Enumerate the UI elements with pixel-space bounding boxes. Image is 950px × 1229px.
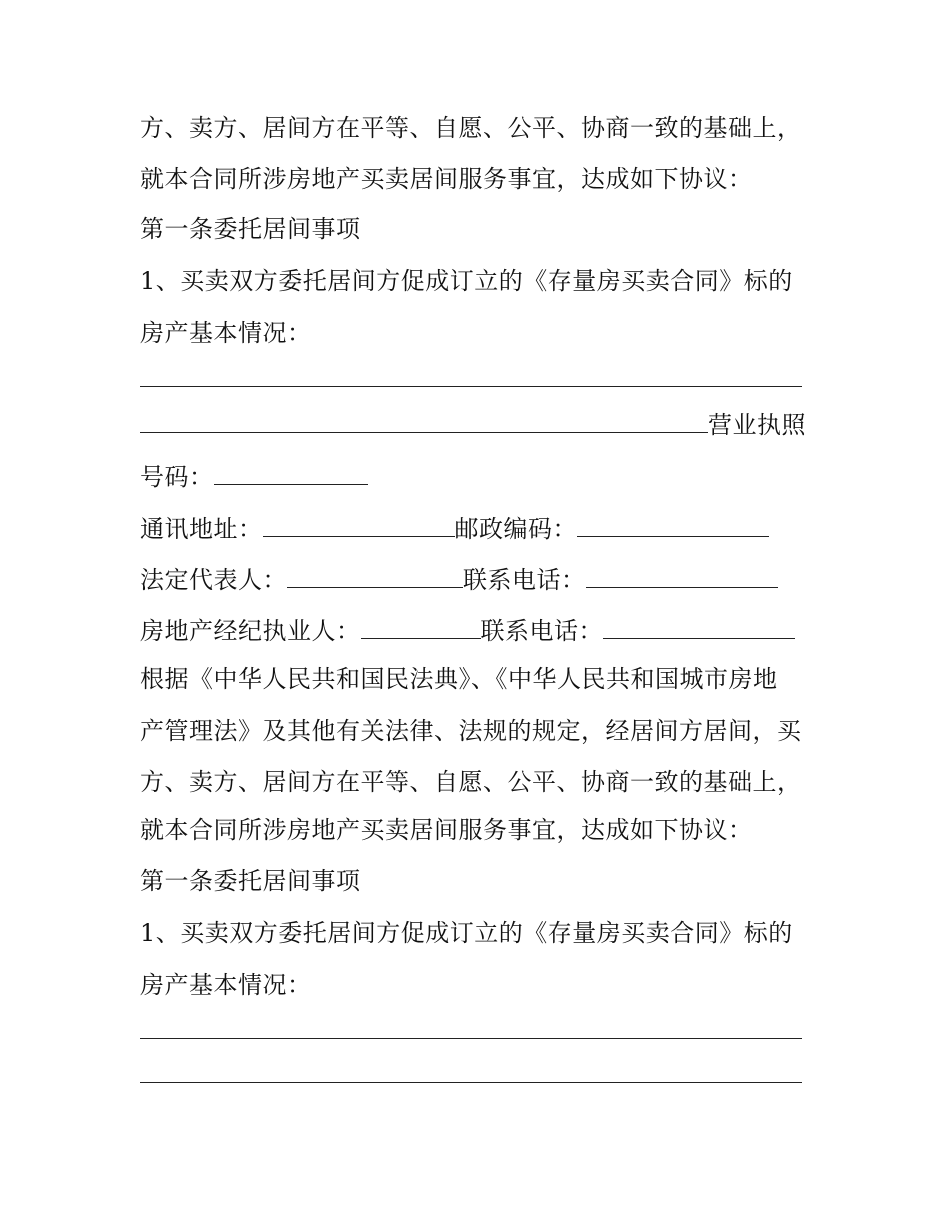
phone-label-2: 联系电话： [480,617,603,645]
paragraph-line: 1、买卖双方委托居间方促成订立的《存量房买卖合同》标的 [140,267,793,295]
paragraph-line: 房产基本情况： [140,319,312,347]
phone-blank [586,565,778,588]
legal-rep-blank [287,565,463,588]
address-blank [263,514,455,537]
postcode-blank [577,514,769,537]
paragraph-line: 就本合同所涉房地产买卖居间服务事宜，达成如下协议： [140,165,753,193]
phone-blank-2 [603,616,795,639]
phone-label: 联系电话： [463,566,586,594]
article-heading: 第一条委托居间事项 [140,867,361,895]
legal-rep-label: 法定代表人： [140,566,287,594]
agent-line [140,616,795,646]
number-label: 号码： [140,463,214,491]
business-license-line [140,410,806,440]
paragraph-line: 房产基本情况： [140,971,312,999]
blank-rule [140,1082,802,1083]
license-number-line [140,462,368,492]
paragraph-line: 根据《中华人民共和国民法典》、《中华人民共和国城市房地 [140,665,778,693]
business-license-label: 营业执照 [708,411,806,439]
article-heading: 第一条委托居间事项 [140,215,361,243]
blank-rule [140,386,802,387]
address-label: 通讯地址： [140,515,263,543]
paragraph-line: 方、卖方、居间方在平等、自愿、公平、协商一致的基础上， [140,768,802,796]
blank-field [140,410,708,433]
legal-rep-line [140,565,778,595]
agent-blank [361,616,481,639]
paragraph-line: 就本合同所涉房地产买卖居间服务事宜，达成如下协议： [140,816,753,844]
blank-rule [140,1038,802,1039]
paragraph-line: 1、买卖双方委托居间方促成订立的《存量房买卖合同》标的 [140,919,793,947]
paragraph-line: 产管理法》及其他有关法律、法规的规定，经居间方居间，买 [140,717,802,745]
paragraph-line: 方、卖方、居间方在平等、自愿、公平、协商一致的基础上， [140,114,802,142]
agent-label: 房地产经纪执业人： [140,617,361,645]
postcode-label: 邮政编码： [454,515,577,543]
address-line [140,514,769,544]
number-blank [214,462,368,485]
